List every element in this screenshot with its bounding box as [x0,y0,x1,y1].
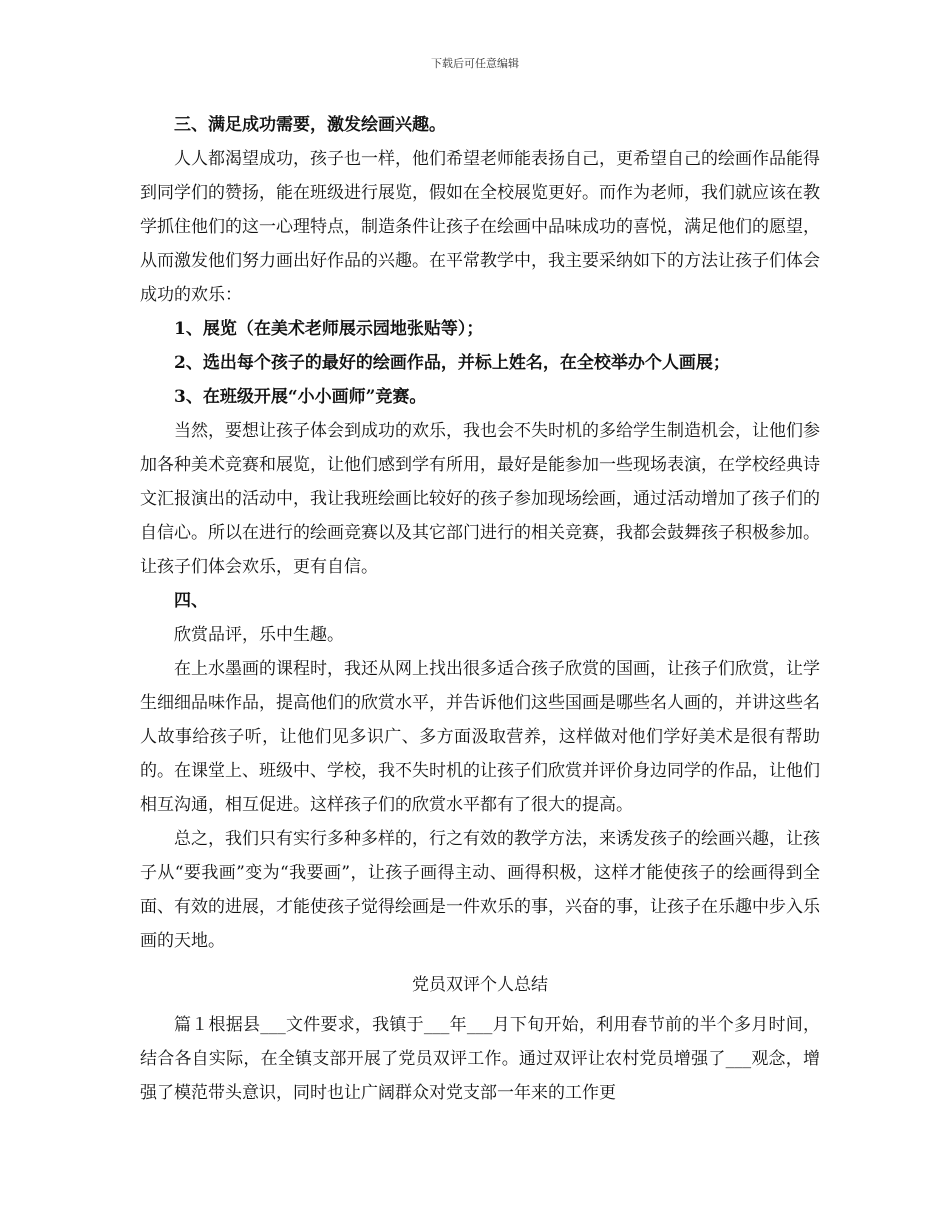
section4-paragraph-1: 在上水墨画的课程时，我还从网上找出很多适合孩子欣赏的国画，让孩子们欣赏，让学生细细品味作品，提高他们的欣赏水平，并告诉他们这些国画是哪些名人画的，并讲这些名人故事给孩子听，让他们见多识广、多方面汲取营养，这样做对他们学好美术是很有帮助的。在课堂上、班级中、学校，我不失时机的让孩子们欣赏并评价身边同学的作品，让他们相互沟通，相互促进。这样孩子们的欣赏水平都有了很大的提高。 [140,659,820,815]
section3-paragraph-1: 人人都渴望成功，孩子也一样，他们希望老师能表扬自己，更希望自己的绘画作品能得到同学们的赞扬，能在班级进行展览，假如在全校展览更好。而作为老师，我们就应该在教学抓住他们的这一心理特点，制造条件让孩子在绘画中品味成功的喜悦，满足他们的愿望，从而激发他们努力画出好作品的兴趣。在平常教学中，我主要采纳如下的方法让孩子们体会成功的欢乐： [140,149,820,305]
list-item: 3、在班级开展“小小画师”竞赛。 [174,387,427,407]
section4-heading: 四、 [174,591,208,611]
list-item: 2、选出每个孩子的最好的绘画作品，并标上姓名，在全校举办个人画展； [174,353,730,373]
section3-paragraph-2: 当然，要想让孩子体会到成功的欢乐，我也会不失时机的多给学生制造机会，让他们参加各种美术竞赛和展览，让他们感到学有所用，最好是能参加一些现场表演，在学校经典诗文汇报演出的活动中，我让我班绘画比较好的孩子参加现场绘画，通过活动增加了孩子们的自信心。所以在进行的绘画竞赛以及其它部门进行的相关竞赛，我都会鼓舞孩子积极参加。让孩子们体会欢乐，更有自信。 [140,421,820,577]
list-item: 1、展览（在美术老师展示园地张贴等）； [174,319,484,339]
document-body [140,108,820,1110]
article2-paragraph-1: 篇１根据县___文件要求，我镇于___年___月下旬开始，利用春节前的半个多月时间，结合各自实际，在全镇支部开展了党员双评工作。通过双评让农村党员增强了___观念，增强了模范带头意识，同时也让广阔群众对党支部一年来的工作更 [140,1015,820,1103]
section4-subheading: 欣赏品评，乐中生趣。 [174,625,344,645]
article2-title: 党员双评个人总结 [412,975,548,995]
section4-paragraph-2: 总之，我们只有实行多种多样的，行之有效的教学方法，来诱发孩子的绘画兴趣，让孩子从“要我画”变为“我要画”，让孩子画得主动、画得积极，这样才能使孩子的绘画得到全面、有效的进展，才能使孩子觉得绘画是一件欢乐的事，兴奋的事，让孩子在乐趣中步入乐画的天地。 [140,829,820,951]
page-header: 下载后可任意编辑 [431,57,519,70]
section3-heading: 三、满足成功需要，激发绘画兴趣。 [174,115,446,135]
